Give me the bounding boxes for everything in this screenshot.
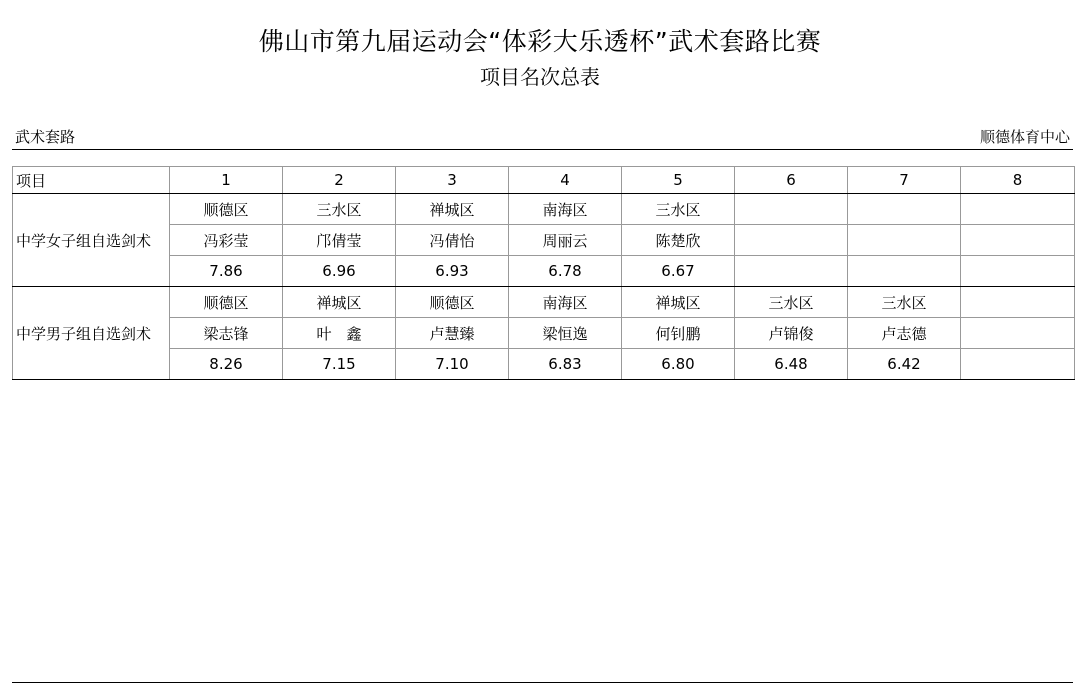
header-cell-event: 项目 xyxy=(13,167,170,194)
district-cell: 禅城区 xyxy=(396,194,509,225)
table-row-athlete xyxy=(13,225,1075,256)
score-cell: 7.15 xyxy=(283,349,396,380)
score-cell: 6.96 xyxy=(283,256,396,287)
district-cell: 南海区 xyxy=(509,194,622,225)
score-cell: 6.83 xyxy=(509,349,622,380)
score-cell: 8.26 xyxy=(170,349,283,380)
table-row-score xyxy=(13,349,1075,380)
table-row-district xyxy=(13,194,1075,225)
athlete-cell: 冯彩莹 xyxy=(170,225,283,256)
sport-label: 武术套路 xyxy=(15,128,76,146)
athlete-cell xyxy=(848,225,961,256)
district-cell xyxy=(848,194,961,225)
district-cell: 顺德区 xyxy=(170,194,283,225)
score-cell: 6.93 xyxy=(396,256,509,287)
district-cell: 南海区 xyxy=(509,287,622,318)
athlete-cell: 周丽云 xyxy=(509,225,622,256)
score-cell xyxy=(961,256,1075,287)
header-cell-rank: 8 xyxy=(961,167,1075,194)
header-cell-rank: 1 xyxy=(170,167,283,194)
athlete-cell: 叶 鑫 xyxy=(283,318,396,349)
table-row-score xyxy=(13,256,1075,287)
score-cell: 7.10 xyxy=(396,349,509,380)
header-cell-rank: 4 xyxy=(509,167,622,194)
venue-label: 顺德体育中心 xyxy=(979,128,1070,146)
district-cell: 三水区 xyxy=(622,194,735,225)
header-cell-rank: 3 xyxy=(396,167,509,194)
district-cell: 三水区 xyxy=(735,287,848,318)
district-cell xyxy=(735,194,848,225)
score-cell: 6.42 xyxy=(848,349,961,380)
table-header-row xyxy=(13,167,1075,194)
athlete-cell: 邝倩莹 xyxy=(283,225,396,256)
page-subtitle: 项目名次总表 xyxy=(480,65,600,89)
athlete-cell xyxy=(735,225,848,256)
header-cell-rank: 6 xyxy=(735,167,848,194)
score-cell: 6.67 xyxy=(622,256,735,287)
athlete-cell: 卢慧臻 xyxy=(396,318,509,349)
athlete-cell: 梁志锋 xyxy=(170,318,283,349)
athlete-cell: 冯倩怡 xyxy=(396,225,509,256)
score-cell xyxy=(961,349,1075,380)
athlete-cell: 何钊鹏 xyxy=(622,318,735,349)
score-cell xyxy=(848,256,961,287)
score-cell: 6.80 xyxy=(622,349,735,380)
athlete-cell: 陈楚欣 xyxy=(622,225,735,256)
table-row-athlete xyxy=(13,318,1075,349)
results-table xyxy=(12,166,1075,380)
athlete-cell: 卢锦俊 xyxy=(735,318,848,349)
event-name-cell: 中学男子组自选剑术 xyxy=(13,287,170,380)
score-cell: 6.78 xyxy=(509,256,622,287)
athlete-cell xyxy=(961,225,1075,256)
footer-divider xyxy=(12,682,1073,683)
header-cell-rank: 5 xyxy=(622,167,735,194)
district-cell: 顺德区 xyxy=(396,287,509,318)
header-cell-rank: 7 xyxy=(848,167,961,194)
score-cell: 6.48 xyxy=(735,349,848,380)
district-cell xyxy=(961,194,1075,225)
header-cell-rank: 2 xyxy=(283,167,396,194)
score-cell xyxy=(735,256,848,287)
header-divider xyxy=(12,149,1073,150)
district-cell: 三水区 xyxy=(848,287,961,318)
table-row-district xyxy=(13,287,1075,318)
athlete-cell: 梁恒逸 xyxy=(509,318,622,349)
district-cell xyxy=(961,287,1075,318)
event-name-cell: 中学女子组自选剑术 xyxy=(13,194,170,287)
athlete-cell: 卢志德 xyxy=(848,318,961,349)
athlete-cell xyxy=(961,318,1075,349)
page-title: 佛山市第九届运动会“体彩大乐透杯”武术套路比赛 xyxy=(258,27,822,56)
district-cell: 禅城区 xyxy=(622,287,735,318)
district-cell: 顺德区 xyxy=(170,287,283,318)
score-cell: 7.86 xyxy=(170,256,283,287)
district-cell: 三水区 xyxy=(283,194,396,225)
district-cell: 禅城区 xyxy=(283,287,396,318)
